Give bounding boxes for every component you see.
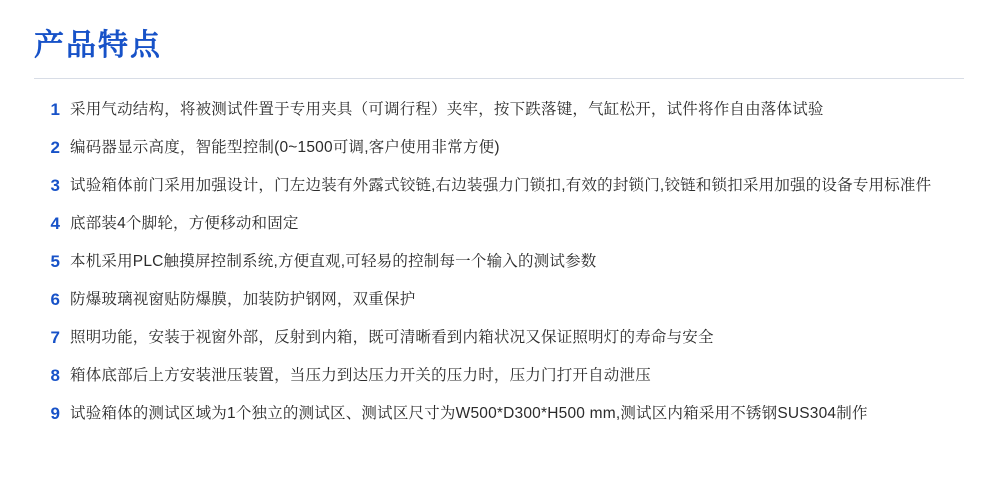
list-item-text: 本机采用PLC触摸屏控制系统,方便直观,可轻易的控制每一个输入的测试参数 [70,253,597,270]
title-block [34,0,966,79]
list-item [34,173,966,199]
list-item-number: 7 [50,328,60,347]
page-title: 产品特点 [34,29,162,62]
list-item-number: 9 [50,404,60,423]
list-item-text: 防爆玻璃视窗贴防爆膜，加装防护钢网，双重保护 [70,291,416,308]
list-item-text: 试验箱体前门采用加强设计，门左边装有外露式铰链,右边装强力门锁扣,有效的封锁门,铰链和锁扣采用加强的设备专用标准件 [70,177,932,194]
list-item-text: 采用气动结构，将被测试件置于专用夹具（可调行程）夹牢，按下跌落键，气缸松开，试件将作自由落体试验 [70,101,824,118]
list-item-number: 3 [50,176,60,195]
list-item [34,287,966,313]
list-item-text: 试验箱体的测试区域为1个独立的测试区、测试区尺寸为W500*D300*H500 mm,测试区内箱采用不锈钢SUS304制作 [70,405,868,422]
list-item [34,135,966,161]
list-item-number: 6 [50,290,60,309]
list-item-number: 5 [50,252,60,271]
list-item-text: 编码器显示高度，智能型控制(0~1500可调,客户使用非常方便) [70,139,500,156]
list-item [34,211,966,237]
list-item-text: 箱体底部后上方安装泄压装置，当压力到达压力开关的压力时，压力门打开自动泄压 [70,367,651,384]
list-item-number: 1 [50,100,60,119]
list-item [34,401,966,427]
list-item-number: 2 [50,138,60,157]
list-item-text: 底部装4个脚轮，方便移动和固定 [70,215,299,232]
list-item-number: 4 [50,214,60,233]
list-item-number: 8 [50,366,60,385]
list-item [34,249,966,275]
list-item-text: 照明功能，安装于视窗外部，反射到内箱，既可清晰看到内箱状况又保证照明灯的寿命与安全 [70,329,714,346]
list-item [34,97,966,123]
list-item [34,325,966,351]
list-item [34,363,966,389]
feature-list [34,79,966,427]
